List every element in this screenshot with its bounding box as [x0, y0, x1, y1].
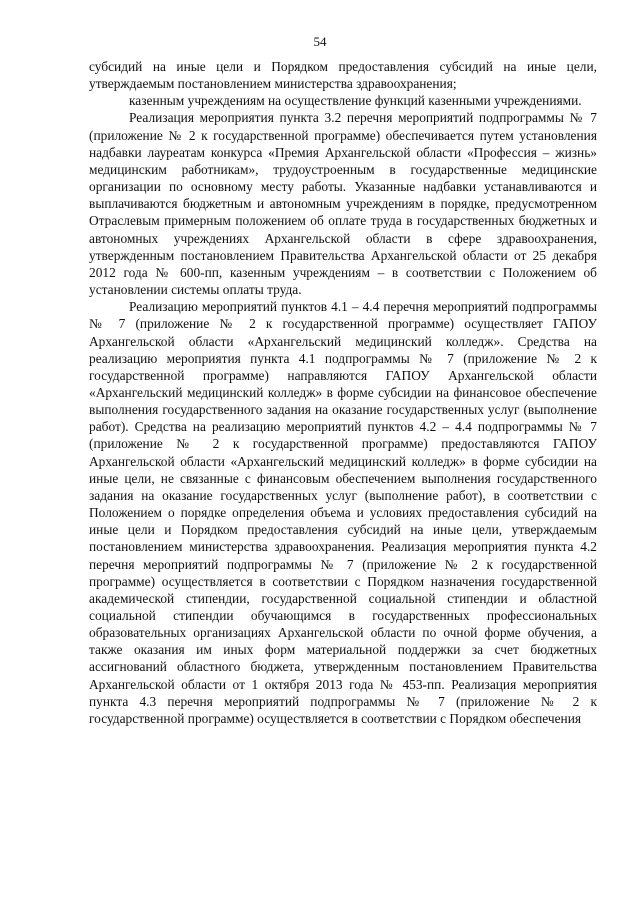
- paragraph-state-institutions: казенным учреждениям на осуществление функций казенными учреждениями.: [129, 93, 582, 109]
- paragraph-measures-4-1-4-4: Реализацию мероприятий пунктов 4.1 – 4.4 перечня мероприятий подпрограммы № 7 (приложение № 2 к государственной программе) осуществляет ГАПОУ Архангельской области «Архангельский медицинский колледж». Средства на реализацию мероприятия пункта 4.1 подпрограммы № 7 (приложение № 2 к государственной программе) направляются ГАПОУ Архангельской области «Архангельский медицинский колледж» в форме субсидии на финансовое обеспечение выполнения государственного задания на оказание государственных услуг (выполнение работ). Средства на реализацию мероприятий пунктов 4.2 – 4.4 подпрограммы № 7 (приложение № 2 к государственной программе) предоставляются ГАПОУ Архангельской области «Архангельский медицинский колледж» в форме субсидии на иные цели, не связанные с финансовым обеспечением выполнения государственного задания на оказание государственных услуг (выполнение работ), в соответствии с Положением о порядке определения объема и условиях предоставления субсидий на иные цели и Порядком предоставления субсидий на иные цели, утверждаемым постановлением министерства здравоохранения. Реализация мероприятия пункта 4.2 перечня мероприятий подпрограммы № 7 (приложение № 2 к государственной программе) осуществляется в соответствии с Порядком назначения государственной академической стипендии, государственной социальной стипендии и областной социальной стипендии обучающимся в государственных профессиональных образовательных организациях Архангельской области по очной форме обучения, а также оказания им иных форм материальной поддержки за счет бюджетных ассигнований областного бюджета, утвержденным постановлением Правительства Архангельской области от 1 октября 2013 года № 453-пп. Реализация мероприятия пункта 4.3 перечня мероприятий подпрограммы № 7 (приложение № 2 к государственной программе) осуществляется в соответствии с Порядком обеспечения: [89, 299, 597, 726]
- document-body: [89, 58, 597, 727]
- paragraph-continuation: субсидий на иные цели и Порядком предоставления субсидий на иные цели, утверждаемым постановлением министерства здравоохранения;: [89, 59, 597, 92]
- paragraph-measure-3-2: Реализация мероприятия пункта 3.2 перечня мероприятий подпрограммы № 7 (приложение № 2 к государственной программе) обеспечивается путем установления надбавки лауреатам конкурса «Премия Архангельской области «Профессия – жизнь» медицинским работникам», трудоустроенным в государственные медицинские организации по основному месту работы. Указанные надбавки устанавливаются и выплачиваются бюджетным и автономным учреждениям в порядке, предусмотренном Отраслевым примерным положением об оплате труда в государственных бюджетных и автономных учреждениях Архангельской области в сфере здравоохранения, утвержденным постановлением Правительства Архангельской области от 25 декабря 2012 года № 600-пп, казенным учреждениям – в соответствии с Положением об установлении системы оплаты труда.: [89, 110, 597, 298]
- page-number: 54: [313, 34, 327, 49]
